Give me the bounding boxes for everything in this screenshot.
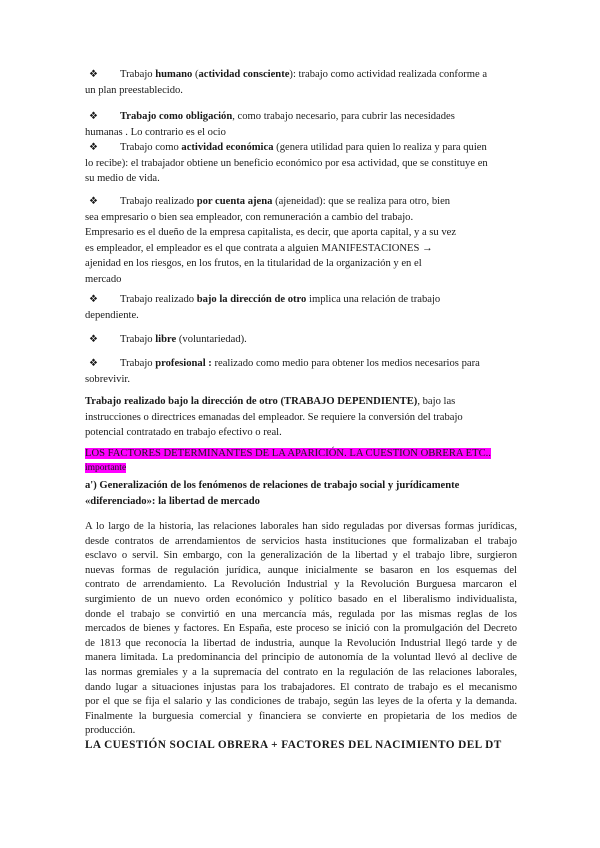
text: implica una relación de trabajo bbox=[306, 294, 441, 305]
section-a-heading bbox=[85, 478, 517, 509]
paragraph-line: las normas gremiales y a la supremacía del contrato en la regulación de las relaciones laborales, bbox=[85, 666, 517, 678]
text: , bajo las bbox=[417, 396, 456, 407]
highlighted-text: LOS FACTORES DETERMINANTES DE LA APARICIÓN. LA CUESTION OBRERA ETC.. bbox=[85, 448, 491, 459]
bullet-actividad-economica bbox=[85, 140, 517, 187]
line: humanas . Lo contrario es el ocio bbox=[85, 126, 226, 138]
text: ( bbox=[192, 69, 199, 80]
text: (genera utilidad para quien lo realiza y para quien bbox=[273, 142, 487, 153]
line bbox=[85, 332, 517, 348]
bullet-trabajo-humano bbox=[85, 67, 517, 98]
line: LA CUESTIÓN SOCIAL OBRERA + FACTORES DEL NACIMIENTO DEL DT bbox=[85, 739, 502, 751]
line bbox=[85, 67, 517, 83]
paragraph-line: A lo largo de la historia, las relaciones laborales han sido reguladas por diversas formas jurídicas, bbox=[85, 521, 517, 532]
bullet-trabajo-profesional bbox=[85, 356, 517, 387]
bold-text: profesional : bbox=[155, 358, 212, 369]
paragraph-line: desde contratos de arrendamientos de servicios hasta instituciones que formalizaban el trabajo bbox=[85, 535, 517, 547]
paragraph-line: mercados de bienes y factores. En España, este proceso se inició con la promulgación del Decreto bbox=[85, 623, 517, 635]
line: mercado bbox=[85, 273, 122, 285]
line bbox=[85, 140, 517, 156]
line: ajenidad en los riesgos, en los frutos, en la titularidad de la organización y en el bbox=[85, 258, 422, 270]
highlighted-heading bbox=[85, 446, 517, 474]
line: lo recibe): el trabajador obtiene un beneficio económico por esa actividad, que se constituye en bbox=[85, 157, 488, 169]
line bbox=[85, 446, 517, 462]
line bbox=[85, 394, 517, 410]
line: dependiente. bbox=[85, 309, 139, 321]
diamond-bullet-icon: ❖ bbox=[89, 111, 98, 122]
bold-text: «diferenciado»: la libertad de mercado bbox=[85, 495, 260, 507]
paragraph-line: por el que se fija el salario y las condiciones de trabajo, según las leyes de la oferta y la demanda. bbox=[85, 696, 517, 708]
bullet-trabajo-obligacion bbox=[85, 109, 517, 140]
line bbox=[85, 292, 517, 308]
paragraph-line: producción. bbox=[85, 725, 136, 737]
line: sea empresario o bien sea empleador, con remuneración a cambio del trabajo. bbox=[85, 211, 414, 223]
line: sobrevivir. bbox=[85, 373, 131, 385]
bullet-direccion-de-otro bbox=[85, 292, 517, 323]
text: (voluntariedad). bbox=[176, 334, 247, 345]
line bbox=[85, 462, 517, 474]
diamond-bullet-icon: ❖ bbox=[89, 142, 98, 153]
line bbox=[85, 478, 517, 494]
paragraph-line: contrato de arrendamiento. La Revolución Industrial y la Revolución Burguesa marcaron el bbox=[85, 579, 517, 591]
diamond-bullet-icon: ❖ bbox=[89, 69, 98, 80]
diamond-bullet-icon: ❖ bbox=[89, 358, 98, 369]
text: Trabajo bbox=[120, 334, 156, 345]
line: su medio de vida. bbox=[85, 173, 160, 185]
text: Trabajo realizado bbox=[120, 196, 197, 207]
text: Trabajo como bbox=[120, 142, 182, 153]
line: es empleador, el empleador es el que contrata a alguien MANIFESTACIONES → bbox=[85, 242, 433, 254]
paragraph-line: esclavo o servil. Sin embargo, con la generalización de la libertad y el trabajo libre, surgieron bbox=[85, 550, 517, 562]
bold-text: humano bbox=[155, 69, 193, 80]
bold-text: actividad consciente bbox=[198, 69, 290, 80]
bold-text: Trabajo como obligación bbox=[120, 111, 233, 122]
text: (ajeneidad): que se realiza para otro, bien bbox=[272, 196, 451, 207]
bold-text: por cuenta ajena bbox=[196, 196, 273, 207]
bold-text: bajo la dirección de otro bbox=[196, 294, 307, 305]
bold-text: actividad económica bbox=[181, 142, 274, 153]
cuestion-social-heading bbox=[85, 738, 517, 754]
paragraph-line: Finalmente la burguesia comercial y financiera se convierte en propietaria de los medios de bbox=[85, 710, 517, 722]
bold-text: libre bbox=[155, 334, 177, 345]
highlighted-text: importante bbox=[85, 462, 127, 473]
paragraph-line: de 1813 que reconocía la libertad de industria, aunque la Revolución Industrial llegó tarde y de bbox=[85, 637, 517, 649]
line: un plan preestablecido. bbox=[85, 84, 183, 96]
text: Trabajo bbox=[120, 358, 156, 369]
diamond-bullet-icon: ❖ bbox=[89, 294, 98, 305]
line: Empresario es el dueño de la empresa capitalista, es decir, que aporta capital, y a su vez bbox=[85, 227, 457, 239]
line bbox=[85, 494, 517, 510]
diamond-bullet-icon: ❖ bbox=[89, 334, 98, 345]
bullet-trabajo-libre bbox=[85, 332, 517, 348]
bullet-cuenta-ajena bbox=[85, 194, 517, 288]
paragraph-line: donde el trabajo se convirtió en una mercancía más, regulada por las mismas reglas de los bbox=[85, 608, 517, 620]
line: instrucciones o directrices emanadas del empleador. Se requiere la conversión del trabajo bbox=[85, 411, 463, 423]
paragraph-line: nuevas formas de regulación jurídica, aunque inicialmente se basaron en los esquemas del bbox=[85, 564, 517, 576]
line: potencial contratado en trabajo efectivo o real. bbox=[85, 427, 282, 439]
line bbox=[85, 194, 517, 210]
trabajo-dependiente-paragraph bbox=[85, 394, 517, 441]
line bbox=[85, 109, 517, 125]
text: , como trabajo necesario, para cubrir las necesidades bbox=[232, 111, 455, 122]
paragraph-line: dando lugar a situaciones injustas para los trabajadores. El contrato de trabajo es el mecanismo bbox=[85, 681, 517, 693]
text: ): trabajo como actividad realizada conforme a bbox=[289, 69, 488, 80]
paragraph-line: manera limitada. La predominancia del principio de autonomía de la voluntad llevó al declive de bbox=[85, 652, 517, 664]
bold-text: a') Generalización de los fenómenos de relaciones de trabajo social y jurídicamente bbox=[85, 480, 460, 491]
historia-paragraph bbox=[85, 520, 517, 739]
text: realizado como medio para obtener los medios necesarios para bbox=[211, 358, 480, 369]
paragraph-line: surgimiento de un nuevo orden económico y político basado en el liberalismo individualista, bbox=[85, 593, 517, 605]
text: Trabajo realizado bbox=[120, 294, 197, 305]
bold-text: Trabajo realizado bajo la dirección de otro (TRABAJO DEPENDIENTE) bbox=[85, 396, 418, 407]
diamond-bullet-icon: ❖ bbox=[89, 196, 98, 207]
line bbox=[85, 356, 517, 372]
text: Trabajo bbox=[120, 69, 156, 80]
